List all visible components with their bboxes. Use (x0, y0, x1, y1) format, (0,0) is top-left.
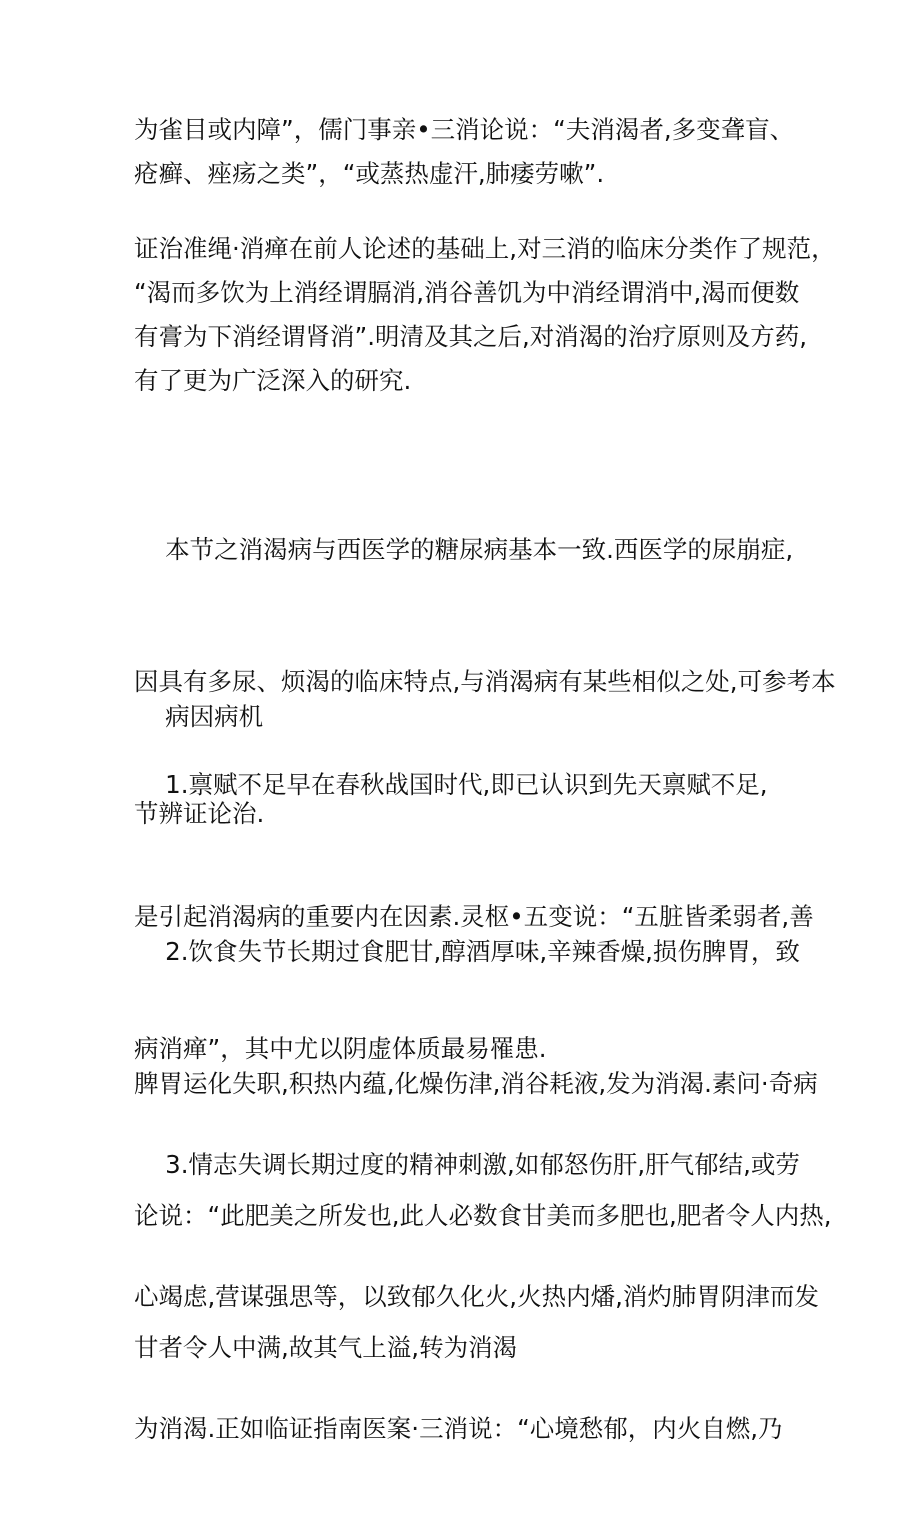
paragraph-1 (134, 108, 814, 196)
paragraph-7 (134, 1055, 832, 1539)
text-line: 节辨证论治. (134, 799, 265, 828)
text-line: 本节之消渴病与西医学的糖尿病基本一致.西医学的尿崩症, (134, 535, 794, 564)
text-line: 证治准绳·消瘅在前人论述的基础上,对三消的临床分类作了规范， (134, 234, 836, 263)
text-line: “渴而多饮为上消经谓膈消,消谷善饥为中消经谓消中,渴而便数 (134, 278, 800, 307)
text-line: 3.情志失调长期过度的精神刺激,如郁怒伤肝,肝气郁结,或劳 (134, 1150, 800, 1179)
text-line: 1.禀赋不足早在春秋战国时代,即已认识到先天禀赋不足, (134, 770, 768, 799)
text-line: 脾胃运化失职,积热内蕴,化燥伤津,消谷耗液,发为消渴.素问·奇病 (134, 1069, 818, 1098)
text-line: 是引起消渴病的重要内在因素.灵枢•五变说：“五脏皆柔弱者,善 (134, 902, 814, 931)
text-line: 因具有多尿、烦渴的临床特点,与消渴病有某些相似之处,可参考本 (134, 667, 836, 696)
text-line: 为消渴.正如临证指南医案·三消说：“心境愁郁，内火自燃,乃 (134, 1414, 783, 1443)
text-line: 病消瘅”，其中尤以阴虚体质最易罹患. (134, 1034, 547, 1063)
text-line: 有了更为广泛深入的研究. (134, 366, 412, 395)
text-line: 甘者令人中满,故其气上溢,转为消渴 (134, 1333, 518, 1362)
heading-text: 病因病机 (134, 702, 264, 731)
text-line: 疮癣、痤疡之类”，“或蒸热虚汗,肺痿劳嗽”. (134, 159, 605, 188)
text-line: 为雀目或内障”，儒门事亲•三消论说：“夫消渴者,多变聋盲、 (134, 115, 795, 144)
text-line: 论说：“此肥美之所发也,此人必数食甘美而多肥也,肥者令人内热, (134, 1201, 832, 1230)
paragraph-2 (134, 227, 836, 403)
text-line: 2.饮食失节长期过食肥甘,醇酒厚味,辛辣香燥,损伤脾胃，致 (134, 937, 800, 966)
text-line: 心竭虑,营谋强思等，以致郁久化火,火热内燔,消灼肺胃阴津而发 (134, 1282, 819, 1311)
text-line: 有膏为下消经谓肾消”.明清及其之后,对消渴的治疗原则及方药, (134, 322, 808, 351)
